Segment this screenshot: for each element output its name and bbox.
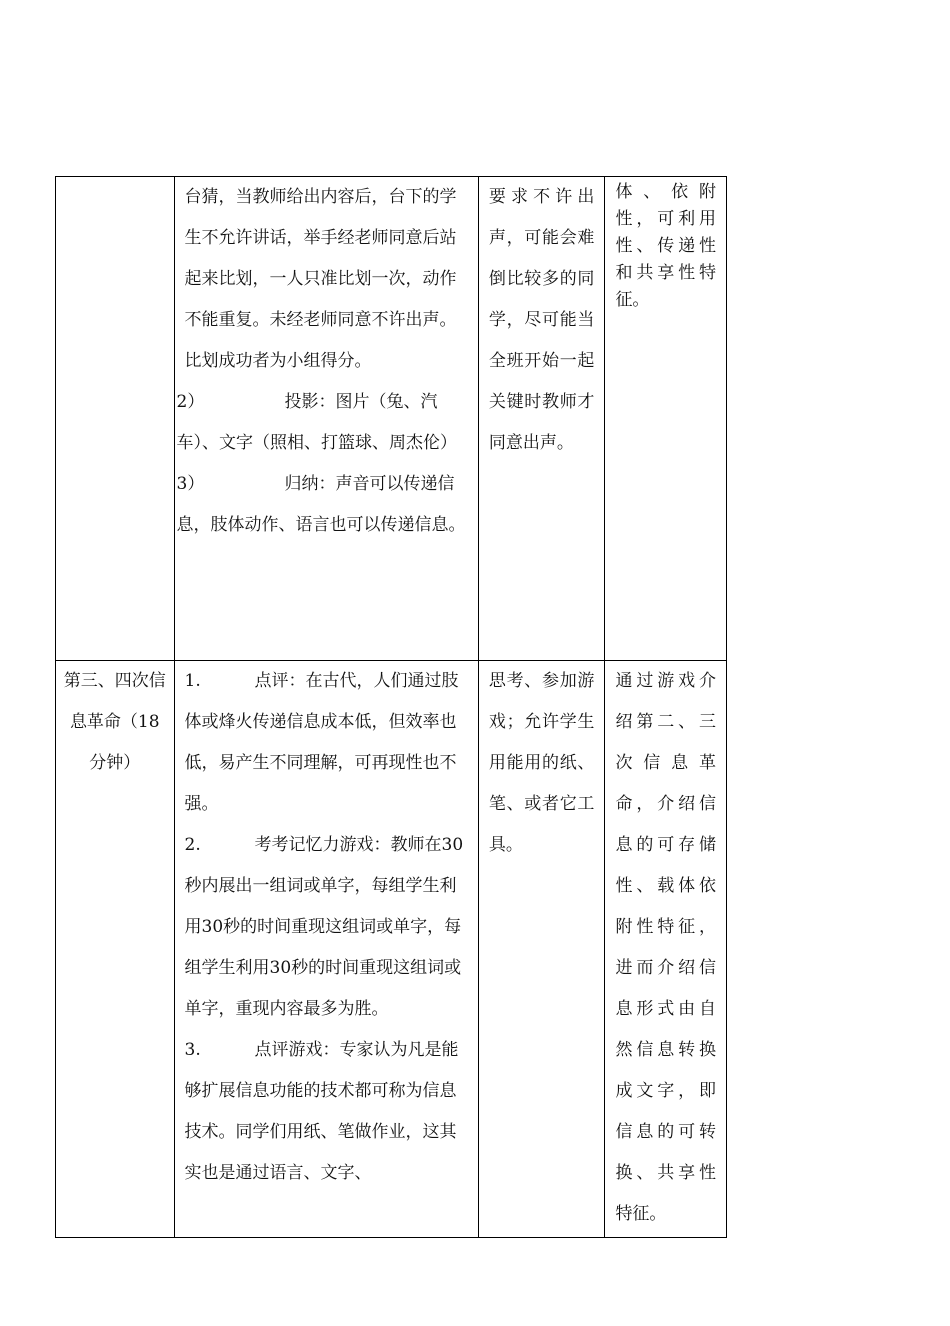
- stage-cell: [56, 177, 175, 661]
- item-number: 2）: [176, 392, 205, 412]
- teacher-activity-cell: [174, 661, 478, 1238]
- design-intent-cell: 体、依附性，可利用性、传递性和共享性特征。: [605, 177, 727, 661]
- item-text: 投影：图片（兔、汽车）、文字（照相、打篮球、周杰伦）: [176, 392, 458, 453]
- activity-item: [185, 1030, 468, 1194]
- activity-paragraph: 台猜，当教师给出内容后，台下的学生不允许讲话，举手经老师同意后站起来比划，一人只准比划一次，动作不能重复。未经老师同意不许出声。比划成功者为小组得分。: [184, 187, 457, 371]
- item-number: 2.: [184, 835, 201, 855]
- student-activity-cell: 思考、参加游戏；允许学生用能用的纸、笔、或者它工具。: [478, 661, 605, 1238]
- teacher-activity-cell: [174, 177, 478, 661]
- table-row: [56, 661, 727, 1238]
- lesson-plan-table: [55, 176, 727, 1238]
- item-text: 点评：在古代，人们通过肢体或烽火传递信息成本低，但效率也低，易产生不同理解，可再现性也不强。: [184, 671, 459, 814]
- stage-cell: 第三、四次信息革命（18分钟）: [56, 661, 175, 1238]
- item-number: 3）: [176, 474, 205, 494]
- design-intent-cell: 通过游戏介绍第二、三次信息革命，介绍信息的可存储性、载体依附性特征，进而介绍信息形式由自然信息转换成文字，即信息的可转换、共享性特征。: [605, 661, 727, 1238]
- item-text: 点评游戏：专家认为凡是能够扩展信息功能的技术都可称为信息技术。同学们用纸、笔做作业，这其实也是通过语言、文字、: [184, 1040, 459, 1183]
- item-text: 归纳：声音可以传递信息，肢体动作、语言也可以传递信息。: [176, 474, 466, 535]
- item-text: 考考记忆力游戏：教师在30秒内展出一组词或单字，每组学生利用30秒的时间重现这组词或单字，每组学生利用30秒的时间重现这组词或单字，重现内容最多为胜。: [184, 835, 464, 1019]
- item-number: 3.: [184, 1040, 201, 1060]
- student-activity-cell: 要求不许出声，可能会难倒比较多的同学，尽可能当全班开始一起关键时教师才同意出声。: [478, 177, 605, 661]
- table-row: [56, 177, 727, 661]
- activity-item: [185, 825, 468, 1030]
- activity-item: [177, 464, 468, 546]
- activity-item: [177, 382, 468, 464]
- item-number: 1.: [184, 671, 201, 691]
- activity-item: [185, 661, 468, 825]
